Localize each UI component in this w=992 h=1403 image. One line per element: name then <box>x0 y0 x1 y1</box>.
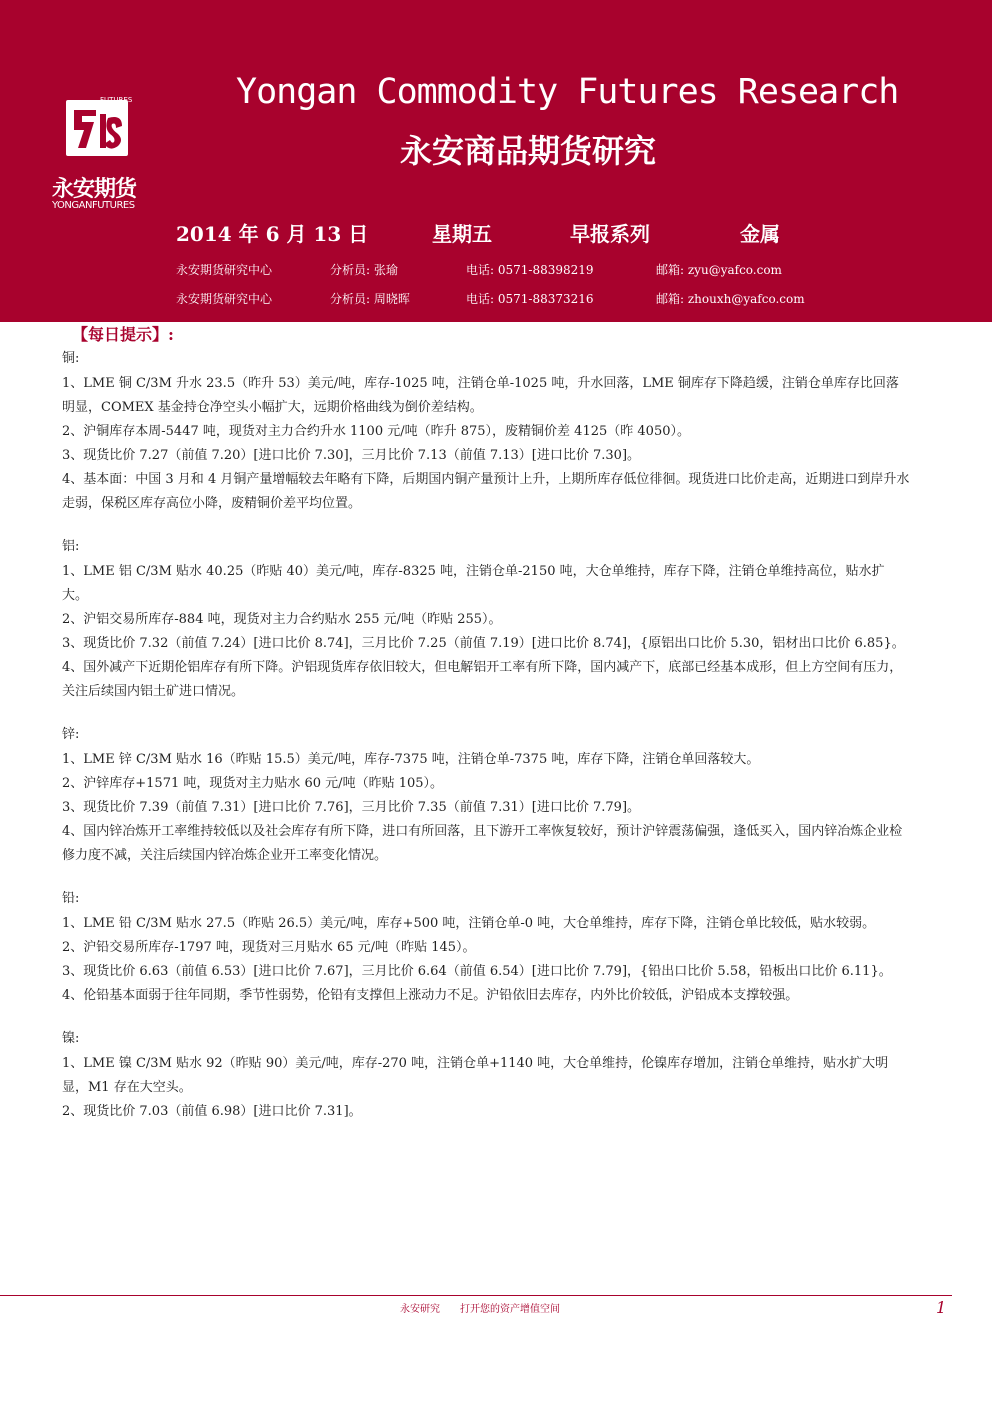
report-weekday: 星期五 <box>432 222 492 246</box>
footer-slogan: 永安研究 打开您的资产增值空间 <box>400 1304 560 1315</box>
report-header <box>0 0 992 322</box>
paragraph: 4、国内锌冶炼开工率维持较低以及社会库存有所下降，进口有所回落，且下游开工率恢复较好，预计沪锌震荡偏强，逢低买入，国内锌冶炼企业检修力度不减，关注后续国内锌冶炼企业开工率变化情况。 <box>62 824 903 863</box>
paragraph: 1、LME 锌 C/3M 贴水 16（昨贴 15.5）美元/吨，库存-7375 吨，注销仓单-7375 吨，库存下降，注销仓单回落较大。 <box>62 752 760 767</box>
section-title: 铜: <box>62 351 80 366</box>
section-aluminum <box>62 534 910 704</box>
logo-chinese-name: 永安期货 <box>52 177 137 202</box>
section-title: 铝: <box>62 539 80 554</box>
section-lead <box>62 886 910 1008</box>
section-title: 镍: <box>62 1031 80 1046</box>
report-body <box>62 324 910 1142</box>
report-title-en: Yongan Commodity Futures Research <box>236 72 899 112</box>
paragraph: 3、现货比价 7.27（前值 7.20）[进口比价 7.30]，三月比价 7.13（前值 7.13）[进口比价 7.30]。 <box>62 448 641 463</box>
contact-email[interactable]: 邮箱: zyu@yafco.com <box>656 263 782 277</box>
section-copper <box>62 346 910 516</box>
paragraph: 2、沪铜库存本周-5447 吨，现货对主力合约升水 1100 元/吨（昨升 875），废精铜价差 4125（昨 4050）。 <box>62 424 690 439</box>
section-title: 铅: <box>62 891 80 906</box>
report-series: 早报系列 <box>570 222 650 246</box>
report-title-cn: 永安商品期货研究 <box>400 132 657 170</box>
contact-email[interactable]: 邮箱: zhouxh@yafco.com <box>656 292 805 306</box>
footer-divider <box>0 1295 952 1296</box>
paragraph: 2、现货比价 7.03（前值 6.98）[进口比价 7.31]。 <box>62 1104 362 1119</box>
section-title: 锌: <box>62 727 80 742</box>
section-nickel <box>62 1026 910 1124</box>
page-number: 1 <box>936 1298 947 1317</box>
contact-center: 永安期货研究中心 <box>176 292 273 306</box>
daily-tips-heading: 【每日提示】: <box>72 325 174 344</box>
paragraph: 2、沪铅交易所库存-1797 吨，现货对三月贴水 65 元/吨（昨贴 145）。 <box>62 940 476 955</box>
contact-analyst: 分析员: 周晓晖 <box>330 292 410 306</box>
contact-analyst: 分析员: 张瑜 <box>330 263 398 277</box>
contact-phone: 电话: 0571-88398219 <box>466 263 594 277</box>
paragraph: 2、沪铝交易所库存-884 吨，现货对主力合约贴水 255 元/吨（昨贴 255）。 <box>62 612 502 627</box>
logo-english-name: YONGANFUTURES <box>52 200 135 211</box>
paragraph: 1、LME 铝 C/3M 贴水 40.25（昨贴 40）美元/吨，库存-8325 吨，注销仓单-2150 吨，大仓单维持，库存下降，注销仓单维持高位，贴水扩大。 <box>62 564 885 603</box>
report-sector: 金属 <box>740 222 780 246</box>
paragraph: 1、LME 铜 C/3M 升水 23.5（昨升 53）美元/吨，库存-1025 吨，注销仓单-1025 吨，升水回落，LME 铜库存下降趋缓，注销仓单库存比回落明显，COMEX 基金持仓净空头小幅扩大，远期价格曲线为倒价差结构。 <box>62 376 899 415</box>
paragraph: 1、LME 铅 C/3M 贴水 27.5（昨贴 26.5）美元/吨，库存+500 吨，注销仓单-0 吨，大仓单维持，库存下降，注销仓单比较低，贴水较弱。 <box>62 916 876 931</box>
logo-futures-text: FUTURES <box>100 96 133 104</box>
report-date: 2014 年 6 月 13 日 <box>176 222 369 246</box>
paragraph: 4、国外减产下近期伦铝库存有所下降。沪铝现货库存依旧较大，但电解铝开工率有所下降，国内减产下，底部已经基本成形，但上方空间有压力，关注后续国内铝土矿进口情况。 <box>62 660 903 699</box>
contact-phone: 电话: 0571-88373216 <box>466 292 594 306</box>
paragraph: 3、现货比价 6.63（前值 6.53）[进口比价 7.67]，三月比价 6.64（前值 6.54）[进口比价 7.79]，{铅出口比价 5.58，铅板出口比价 6.11}。 <box>62 964 892 979</box>
logo-mark-icon <box>66 100 128 156</box>
paragraph: 2、沪锌库存+1571 吨，现货对主力贴水 60 元/吨（昨贴 105）。 <box>62 776 444 791</box>
paragraph: 3、现货比价 7.32（前值 7.24）[进口比价 8.74]，三月比价 7.25（前值 7.19）[进口比价 8.74]，{原铝出口比价 5.30，铝材出口比价 6.85}。 <box>62 636 905 651</box>
section-zinc <box>62 722 910 868</box>
paragraph: 3、现货比价 7.39（前值 7.31）[进口比价 7.76]，三月比价 7.35（前值 7.31）[进口比价 7.79]。 <box>62 800 641 815</box>
company-logo <box>66 100 128 156</box>
contact-center: 永安期货研究中心 <box>176 263 273 277</box>
paragraph: 1、LME 镍 C/3M 贴水 92（昨贴 90）美元/吨，库存-270 吨，注销仓单+1140 吨，大仓单维持，伦镍库存增加，注销仓单维持，贴水扩大明显，M1 存在大空头。 <box>62 1056 889 1095</box>
paragraph: 4、基本面：中国 3 月和 4 月铜产量增幅较去年略有下降，后期国内铜产量预计上升，上期所库存低位徘徊。现货进口比价走高，近期进口到岸升水走弱，保税区库存高位小降，废精铜价差平均位置。 <box>62 472 910 511</box>
paragraph: 4、伦铅基本面弱于往年同期，季节性弱势，伦铅有支撑但上涨动力不足。沪铅依旧去库存，内外比价较低，沪铅成本支撑较强。 <box>62 988 799 1003</box>
